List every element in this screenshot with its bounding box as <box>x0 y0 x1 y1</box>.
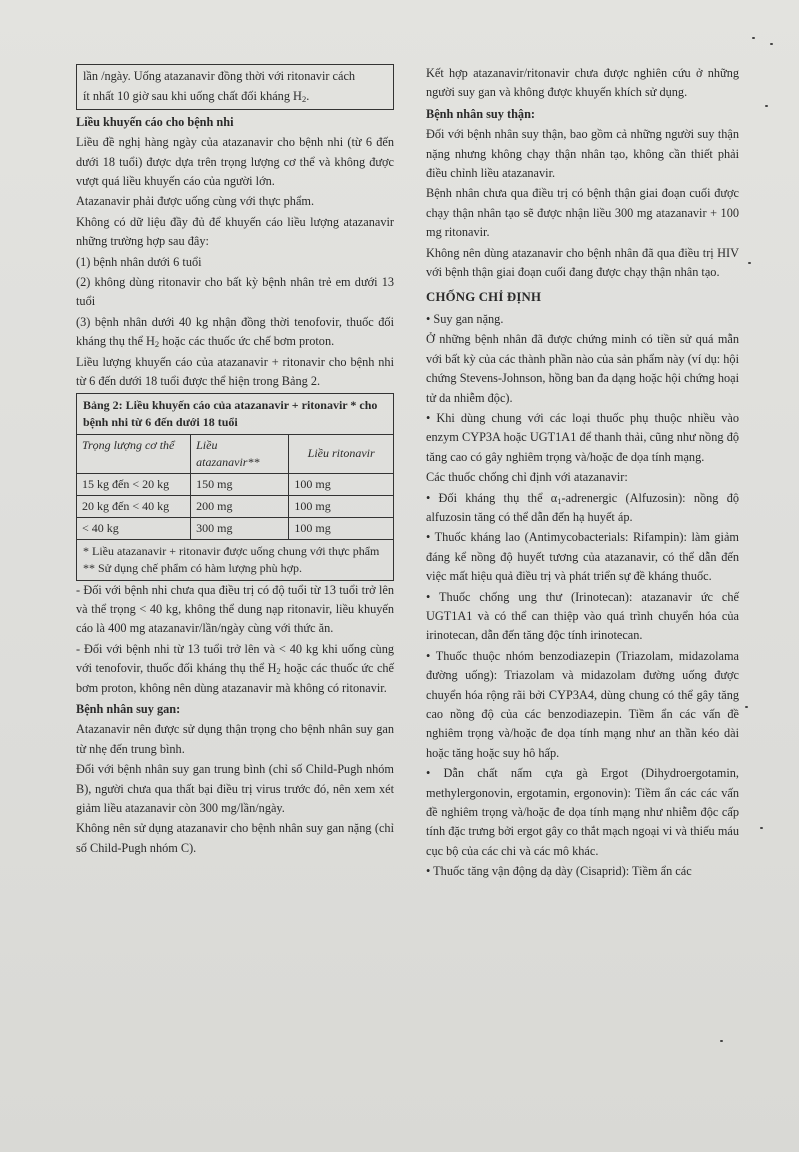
continued-note-box: lần /ngày. Uống atazanavir đồng thời với ritonavir cách ít nhất 10 giờ sau khi uống chất đối kháng $H_2$. <box>76 64 394 110</box>
scan-speck <box>765 105 768 107</box>
table-row: 15 kg đến < 20 kg 150 mg 100 mg <box>77 473 394 495</box>
paragraph: Atazanavir nên được sử dụng thận trọng cho bệnh nhân suy gan từ nhẹ đến trung bình. <box>76 722 394 756</box>
scan-speck <box>770 43 773 45</box>
paragraph: Không nên dùng atazanavir cho bệnh nhân đã qua điều trị HIV với bệnh thận giai đoạn cuối đang được chạy thận nhân tạo. <box>426 245 739 280</box>
paragraph: Liều lượng khuyến cáo của atazanavir + ritonavir cho bệnh nhi từ 6 đến dưới 18 tuổi được thể hiện trong Bảng 2. <box>76 354 394 389</box>
section-title-pediatric: Liều khuyến cáo cho bệnh nhi <box>76 114 234 129</box>
list-item: (3) bệnh nhân dưới 40 kg nhận đồng thời tenofovir, thuốc đối kháng thụ thể $H_2$ hoặc các thuốc ức chế bơm proton. <box>76 314 394 350</box>
paragraph: Liều đề nghị hàng ngày của atazanavir cho bệnh nhi (từ 6 đến dưới 18 tuổi) được dựa trên trọng lượng cơ thể và không được vượt quá liều khuyến cáo của người lớn. <box>76 135 394 189</box>
paragraph: Atazanavir phải được uống cùng với thực phẩm. <box>76 194 315 209</box>
list-item: • Suy gan nặng. <box>426 311 504 326</box>
paragraph: - Đối với bệnh nhi chưa qua điều trị có độ tuổi từ 13 tuổi trở lên và thể trọng < 40 kg, không thể dung nạp ritonavir, liều khuyến cáo là 400 mg atazanavir/lần/ngày cùng với thức ăn. <box>76 582 394 636</box>
scan-speck <box>752 37 755 39</box>
table-row: 20 kg đến < 40 kg 200 mg 100 mg <box>77 495 394 517</box>
paragraph: Không có dữ liệu đầy đủ để khuyến cáo liều lượng atazanavir những trường hợp sau đây: <box>76 214 394 249</box>
header-atazanavir: Liều atazanavir** <box>191 434 289 473</box>
list-item: (1) bệnh nhân dưới 6 tuổi <box>76 254 202 269</box>
section-title-renal: Bệnh nhân suy thận: <box>426 106 536 121</box>
paragraph: Không nên sử dụng atazanavir cho bệnh nhân suy gan nặng (chỉ số Child-Pugh nhóm C). <box>76 821 394 855</box>
paragraph: Đối với bệnh nhân suy thận, bao gồm cả những người suy thận nặng nhưng không chạy thận nhân tạo, không cần thiết phải điều chỉnh liều atazanavir. <box>426 127 739 181</box>
paragraph: Kết hợp atazanavir/ritonavir chưa được nghiên cứu ở những người suy gan và không được khuyến khích sử dụng. <box>426 66 739 100</box>
section-title-hepatic: Bệnh nhân suy gan: <box>76 701 181 716</box>
list-item: • Thuốc tăng vận động dạ dày (Cisaprid): Tiềm ẩn các <box>426 864 692 879</box>
list-item: • Thuốc kháng lao (Antimycobacterials: Rifampin): làm giảm đáng kể nồng độ huyết tương của atazanavir, có thể dẫn đến việc mất hiệu quả điều trị và phát triển sự đề kháng thuốc. <box>426 530 739 584</box>
header-ritonavir: Liều ritonavir <box>289 434 394 473</box>
paragraph: - Đối với bệnh nhi từ 13 tuổi trở lên và < 40 kg khi uống cùng với tenofovir, thuốc đối kháng thụ thể $H_2$ hoặc các thuốc ức chế bơm proton, không nên dùng atazanavir mà không có ritonavir. <box>76 641 395 695</box>
list-item: • Thuốc chống ung thư (Irinotecan): atazanavir ức chế UGT1A1 và có thể can thiệp vào quá trình chuyển hóa của irinotecan, dẫn đến tăng độc tính irinotecan. <box>426 589 739 643</box>
table-caption: Bảng 2: Liều khuyến cáo của atazanavir + ritonavir * cho bệnh nhi từ 6 đến dưới 18 tuổi <box>77 393 394 434</box>
paragraph: Các thuốc chống chỉ định với atazanavir: <box>426 470 628 485</box>
left-column <box>76 64 394 859</box>
table-row: < 40 kg 300 mg 100 mg <box>77 517 394 539</box>
paragraph: Đối với bệnh nhân suy gan trung bình (chỉ số Child-Pugh nhóm B), người chưa qua thất bại điều trị virus trước đó, nên xem xét giảm liều atazanavir còn 300 mg/lần/ngày. <box>76 762 394 815</box>
scan-speck <box>748 262 751 264</box>
section-title-contraindications: CHỐNG CHỈ ĐỊNH <box>426 290 542 305</box>
paragraph: Ở những bệnh nhân đã được chứng minh có tiền sử quá mẫn với bất kỳ của các thành phần nào của sản phẩm này (ví dụ: hội chứng Stevens-Johnson, hồng ban đa dạng hoặc hội chứng hoại tử da nhiễm độc). <box>426 332 739 405</box>
table-footnotes: * Liều atazanavir + ritonavir được uống chung với thực phẩm ** Sử dụng chế phẩm có hàm lượng phù hợp. <box>77 539 394 580</box>
dosage-table <box>76 393 394 581</box>
list-item: • Thuốc thuộc nhóm benzodiazepin (Triazolam, midazolama đường uống): Triazolam và midazolam đường uống được chuyển hóa rộng rãi bởi CYP3A4, dùng chung có thể gây tăng cao nồng độ của các benzodiazepin. Tiềm ẩn các vấn đề nghiêm trọng và/hoặc đe dọa tính mạng như an thần kéo dài hoặc tăng hoặc suy hô hấp. <box>426 648 739 760</box>
scan-speck <box>760 827 763 829</box>
list-item: • Đối kháng thụ thể $\alpha_1$-adrenergic (Alfuzosin): nồng độ alfuzosin tăng có thể dẫn đến hạ huyết áp. <box>426 490 739 524</box>
paragraph: Bệnh nhân chưa qua điều trị có bệnh thận giai đoạn cuối được chạy thận nhân tạo sẽ được nhận liều 300 mg atazanavir + 100 mg ritonavir. <box>426 186 739 240</box>
header-weight: Trọng lượng cơ thể <box>77 434 191 473</box>
list-item: (2) không dùng ritonavir cho bất kỳ bệnh nhân trẻ em dưới 13 tuổi <box>76 275 394 309</box>
scan-speck <box>720 1040 723 1042</box>
list-item: • Dẫn chất nấm cựa gà Ergot (Dihydroergotamin, methylergonovin, ergotamin, ergonovin): Tiềm ẩn các các vấn đề nghiêm trọng và/hoặc đe dọa tính mạng như nhiễm độc cấp tính đặc trưng bởi ergot gây co thắt mạch ngoại vi và thiếu máu cục bộ của các chi và các mô khác. <box>426 766 739 858</box>
scan-speck <box>745 706 748 708</box>
list-item: • Khi dùng chung với các loại thuốc phụ thuộc nhiều vào enzym CYP3A hoặc UGT1A1 để thanh thải, cũng như nồng độ tăng cao có gây nghiêm trọng và/hoặc đe dọa tính mạng. <box>426 410 739 464</box>
right-column <box>426 64 739 883</box>
